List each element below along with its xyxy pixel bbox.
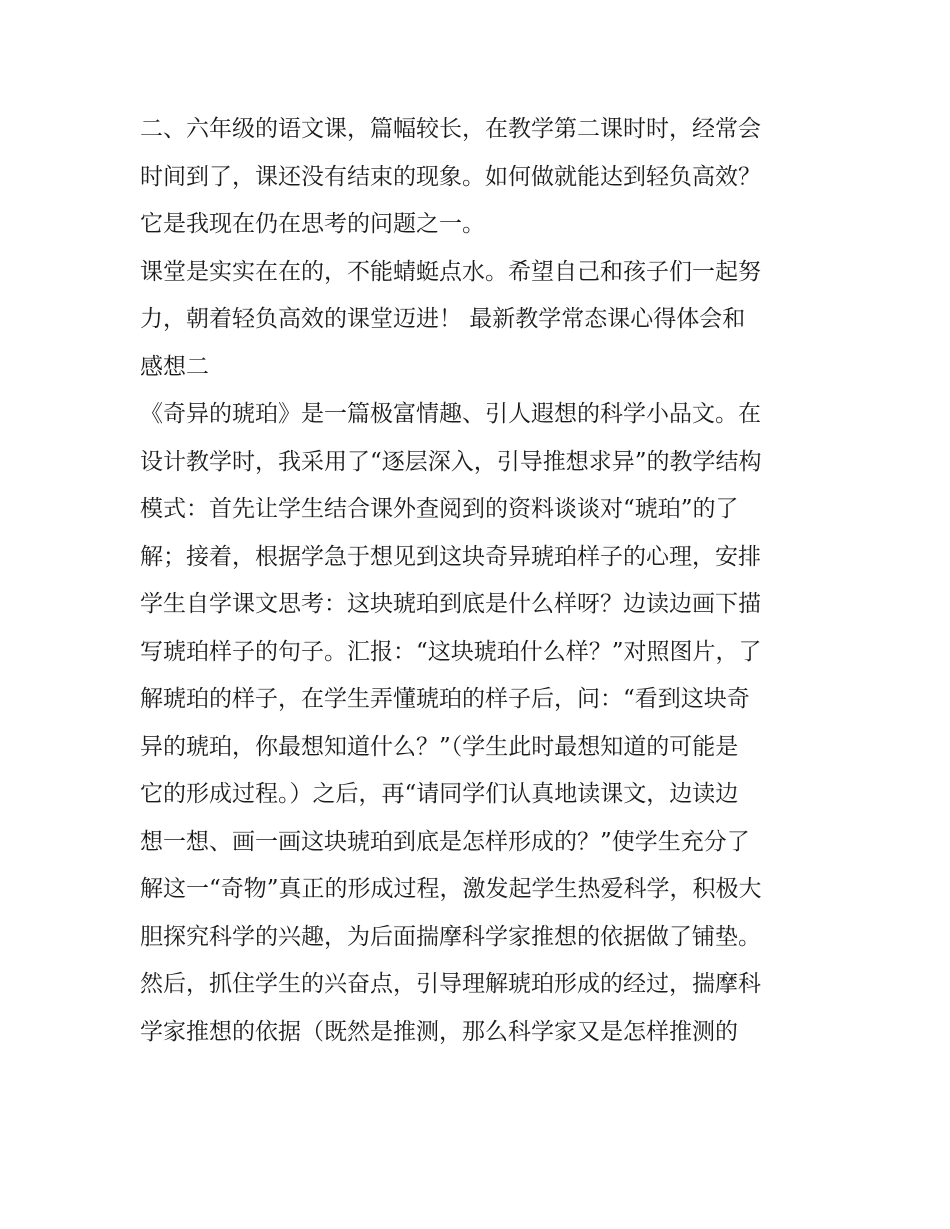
text-line: 想一想、画一画这块琥珀到底是怎样形成的？”使学生充分了 bbox=[140, 828, 750, 855]
text-line: 异的琥珀，你最想知道什么？”（学生此时最想知道的可能是 bbox=[140, 733, 739, 760]
text-line: 二、六年级的语文课，篇幅较长，在教学第二课时时，经常会 bbox=[140, 116, 761, 142]
text-line: 然后，抓住学生的兴奋点，引导理解琥珀形成的经过，揣摩科 bbox=[140, 971, 761, 997]
text-line: 时间到了，课还没有结束的现象。如何做就能达到轻负高效？ bbox=[140, 163, 761, 190]
text-line: 学生自学课文思考：这块琥珀到底是什么样呀？边读边画下描 bbox=[140, 591, 761, 617]
text-line: 解琥珀的样子，在学生弄懂琥珀的样子后，问：“看到这块奇 bbox=[140, 686, 750, 712]
text-line: 模式：首先让学生结合课外查阅到的资料谈谈对“琥珀”的了 bbox=[140, 496, 739, 522]
text-line: 解；接着，根据学急于想见到这块奇异琥珀样子的心理，安排 bbox=[140, 543, 761, 570]
text-line: 力，朝着轻负高效的课堂迈进！ 最新教学常态课心得体会和 bbox=[140, 306, 746, 332]
text-line: 胆探究科学的兴趣，为后面揣摩科学家推想的依据做了铺垫。 bbox=[140, 923, 761, 950]
text-line: 《奇异的琥珀》是一篇极富情趣、引人遐想的科学小品文。在 bbox=[140, 401, 761, 427]
text-line: 它的形成过程。）之后，再“请同学们认真地读课文，边读边 bbox=[140, 781, 739, 807]
text-line: 设计教学时，我采用了“逐层深入，引导推想求异”的教学结构 bbox=[140, 448, 762, 475]
text-line: 课堂是实实在在的，不能蜻蜓点水。希望自己和孩子们一起努 bbox=[140, 258, 761, 285]
text-line: 感想二 bbox=[140, 353, 209, 380]
text-line: 解这一“奇物”真正的形成过程，激发起学生热爱科学，积极大 bbox=[140, 876, 762, 902]
text-line: 学家推想的依据（既然是推测，那么科学家又是怎样推测的 bbox=[140, 1018, 738, 1045]
text-line: 它是我现在仍在思考的问题之一。 bbox=[140, 211, 485, 237]
body-text bbox=[140, 106, 820, 1056]
text-line: 写琥珀样子的句子。汇报：“这块琥珀什么样？”对照图片，了 bbox=[140, 638, 762, 665]
